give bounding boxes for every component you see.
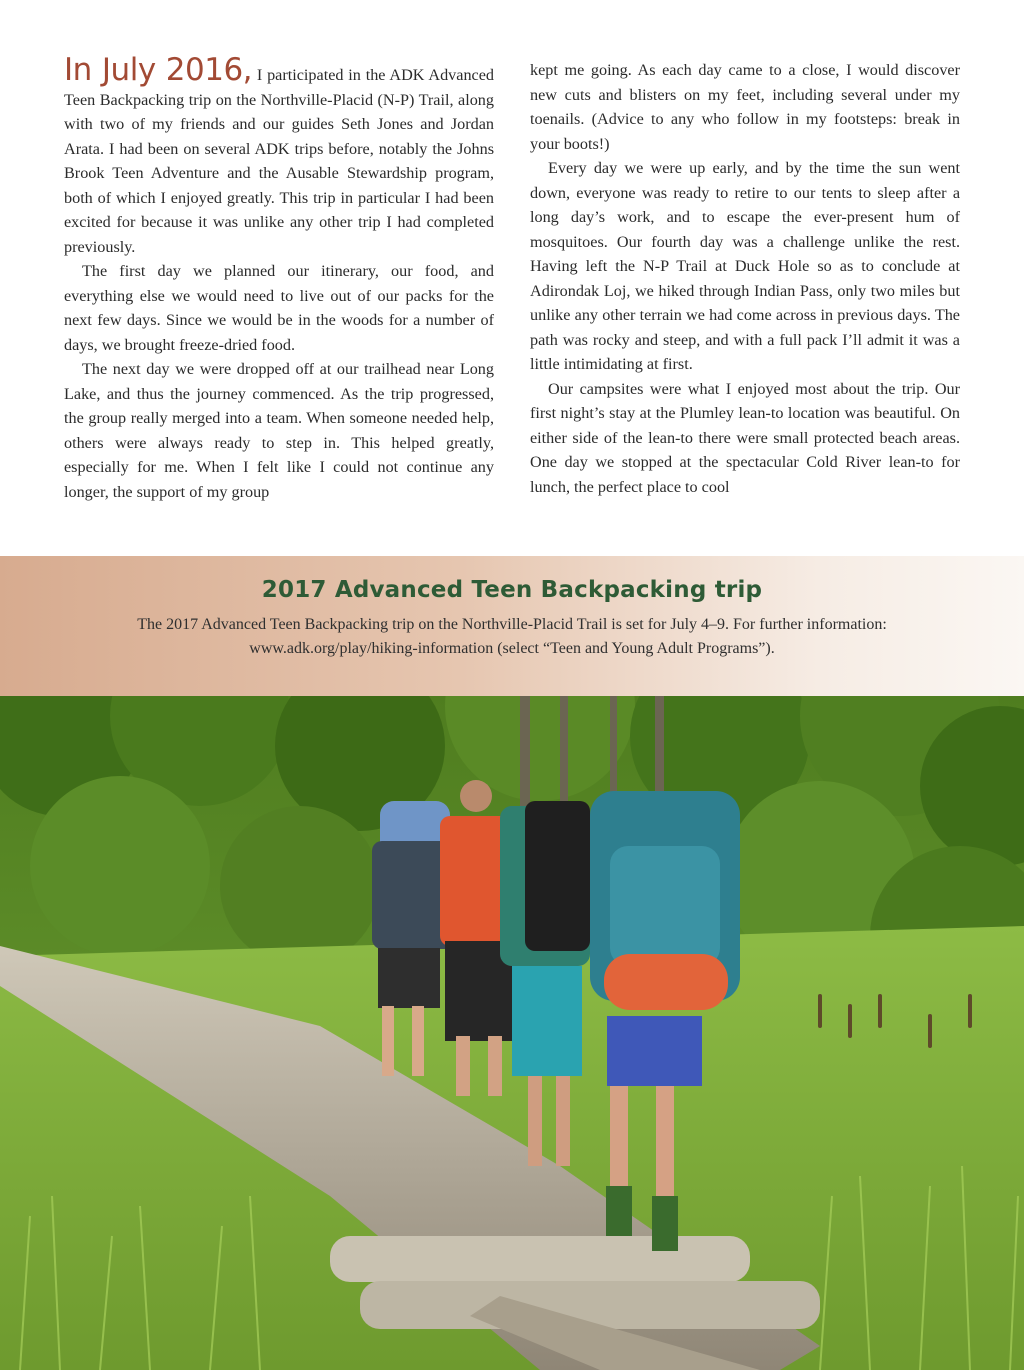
sidebar-title: 2017 Advanced Teen Backpacking trip <box>261 577 763 603</box>
article-body <box>64 52 960 536</box>
paragraph-2: The first day we planned our itinerary, our food, and everything else we would need to live out of our packs for the next few days. Since we would be in the woods for a number of days, we brought freeze-dried food. <box>64 262 494 354</box>
right-column <box>530 58 960 536</box>
paragraph-6: Our campsites were what I enjoyed most about the trip. Our first night’s stay at the Plumley lean-to location was beautiful. On either side of the lean-to there were small protected beach areas. One day we stopped at the spectacular Cold River lean-to for lunch, the perfect place to cool <box>530 379 960 496</box>
sidebar-band <box>0 556 1024 696</box>
sidebar-line-2: www.adk.org/play/hiking-information (select “Teen and Young Adult Programs”). <box>249 640 775 657</box>
paragraph-1 <box>64 52 495 259</box>
left-column <box>64 52 495 536</box>
lead-phrase: In July 2016, <box>64 52 253 88</box>
hikers-photo-illustration <box>0 696 1024 1370</box>
sidebar-text <box>62 613 962 661</box>
paragraph-4: kept me going. As each day came to a close, I would discover new cuts and blisters on my feet, including several under my toenails. (Advice to any who follow in my footsteps: break in your boots!) <box>530 61 960 153</box>
sidebar-line-1: The 2017 Advanced Teen Backpacking trip on the Northville-Placid Trail is set for July 4–9. For further information: <box>137 616 887 633</box>
paragraph-1-text: I participated in the ADK Advanced Teen Backpacking trip on the Northville-Placid (N-P) Trail, along with two of my friends and our guides Seth Jones and Jordan Arata. I had been on several ADK trips before, notably the Johns Brook Teen Adventure and the Ausable Stewardship program, both of which I enjoyed greatly. This trip in particular I had been excited for because it was unlike any other trip I had completed previously. <box>64 66 495 256</box>
paragraph-5: Every day we were up early, and by the time the sun went down, everyone was ready to retire to our tents to sleep after a long day’s work, and to escape the ever-present hum of mosquitoes. Our fourth day was a challenge unlike the rest. Having left the N-P Trail at Duck Hole so as to conclude at Adirondak Loj, we hiked through Indian Pass, only two miles but unlike any other terrain we had come across in previous days. The path was rocky and steep, and with a full pack I’ll admit it was a little intimidating at first. <box>530 159 960 373</box>
paragraph-3: The next day we were dropped off at our trailhead near Long Lake, and thus the journey commenced. As the trip progressed, the group really merged into a team. When someone needed help, others were always ready to step in. This helped greatly, especially for me. When I felt like I could not continue any longer, the support of my group <box>64 360 494 501</box>
hikers-photo <box>0 696 1024 1370</box>
